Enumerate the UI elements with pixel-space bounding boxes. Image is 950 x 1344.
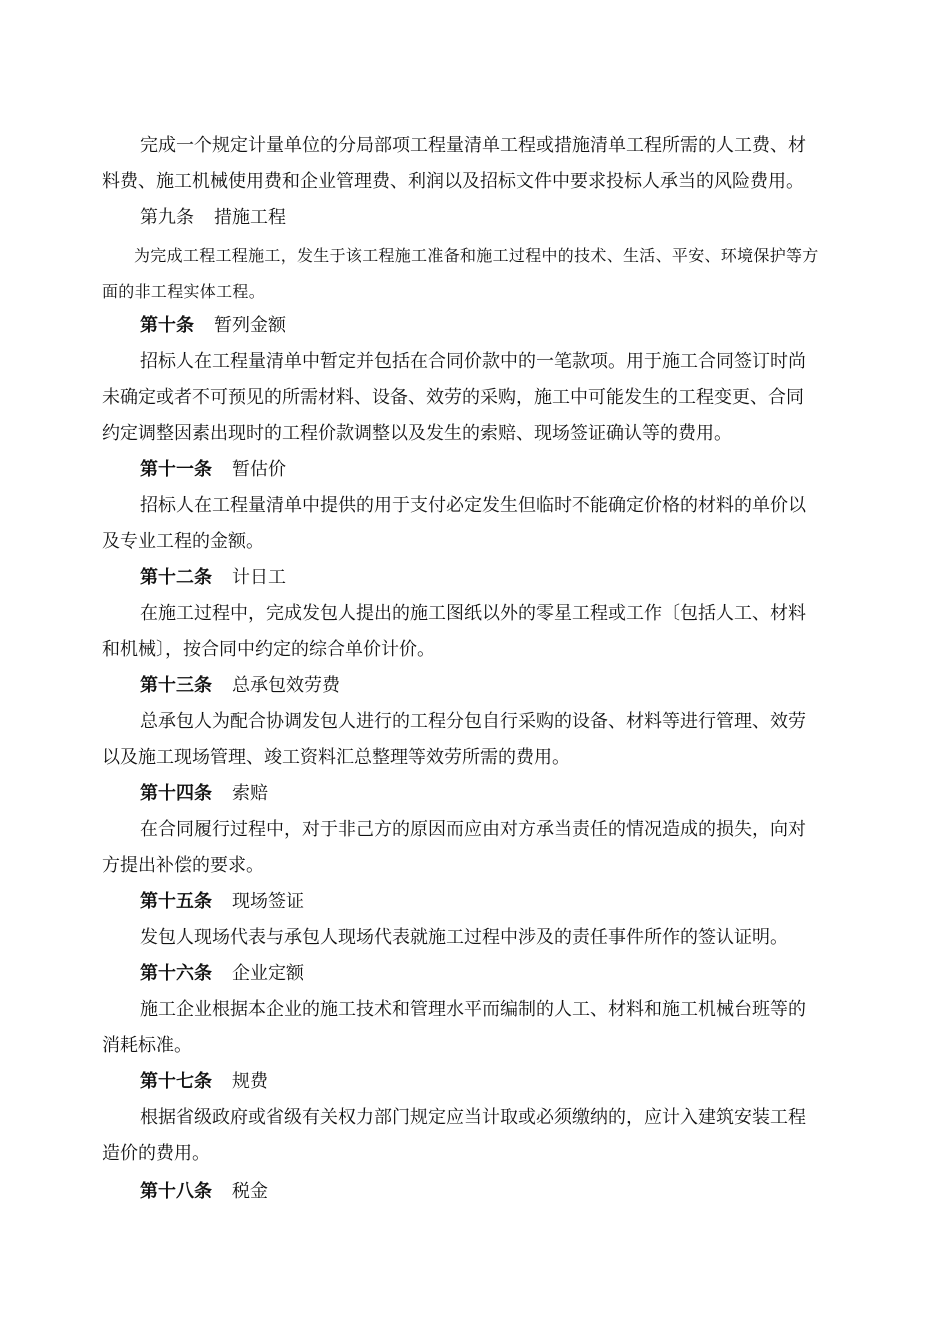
article-heading-10 <box>140 314 890 338</box>
paragraph-line: 造价的费用。 <box>102 1143 210 1164</box>
paragraph-line: 总承包人为配合协调发包人进行的工程分包自行采购的设备、材料等进行管理、效劳 <box>140 711 806 732</box>
article-number: 第十一条 <box>140 459 212 480</box>
paragraph-line: 料费、施工机械使用费和企业管理费、利润以及招标文件中要求投标人承当的风险费用。 <box>102 171 804 192</box>
article-number: 第十八条 <box>140 1181 212 1202</box>
paragraph-line: 根据省级政府或省级有关权力部门规定应当计取或必须缴纳的，应计入建筑安装工程 <box>140 1107 806 1128</box>
paragraph-line: 约定调整因素出现时的工程价款调整以及发生的索赔、现场签证确认等的费用。 <box>102 423 732 444</box>
paragraph-line: 在施工过程中，完成发包人提出的施工图纸以外的零星工程或工作〔包括人工、材料 <box>140 603 806 624</box>
article-title: 企业定额 <box>232 963 304 984</box>
paragraph-line: 方提出补偿的要求。 <box>102 855 264 876</box>
paragraph-line: 及专业工程的金额。 <box>102 531 264 552</box>
article-title: 暂列金额 <box>214 315 286 336</box>
article-number: 第十三条 <box>140 675 212 696</box>
article-title: 税金 <box>232 1181 268 1202</box>
paragraph-line: 以及施工现场管理、竣工资料汇总整理等效劳所需的费用。 <box>102 747 570 768</box>
paragraph-line: 面的非工程实体工程。 <box>102 282 266 301</box>
article-title: 措施工程 <box>214 207 286 228</box>
article-title: 总承包效劳费 <box>232 675 340 696</box>
article-number: 第十二条 <box>140 567 212 588</box>
article-heading-16 <box>140 962 890 986</box>
article-number: 第十六条 <box>140 963 212 984</box>
article-title: 暂估价 <box>232 459 286 480</box>
paragraph-line: 发包人现场代表与承包人现场代表就施工过程中涉及的责任事件所作的签认证明。 <box>140 927 788 948</box>
article-heading-17 <box>140 1070 890 1094</box>
paragraph-line: 消耗标准。 <box>102 1035 192 1056</box>
paragraph-line: 招标人在工程量清单中暂定并包括在合同价款中的一笔款项。用于施工合同签订时尚 <box>140 351 806 372</box>
paragraph-line: 完成一个规定计量单位的分局部项工程量清单工程或措施清单工程所需的人工费、材 <box>140 135 806 156</box>
article-number: 第十四条 <box>140 783 212 804</box>
paragraph-line: 施工企业根据本企业的施工技术和管理水平而编制的人工、材料和施工机械台班等的 <box>140 999 806 1020</box>
article-heading-18 <box>140 1180 890 1204</box>
article-title: 索赔 <box>232 783 268 804</box>
article-heading-9 <box>140 206 890 230</box>
article-heading-14 <box>140 782 890 806</box>
paragraph-line: 和机械〕，按合同中约定的综合单价计价。 <box>102 639 435 660</box>
article-heading-15 <box>140 890 890 914</box>
article-number: 第十条 <box>140 315 194 336</box>
article-number: 第十七条 <box>140 1071 212 1092</box>
article-heading-12 <box>140 566 890 590</box>
paragraph-line: 招标人在工程量清单中提供的用于支付必定发生但临时不能确定价格的材料的单价以 <box>140 495 806 516</box>
article-title: 现场签证 <box>232 891 304 912</box>
article-heading-13 <box>140 674 890 698</box>
paragraph-line: 未确定或者不可预见的所需材料、设备、效劳的采购，施工中可能发生的工程变更、合同 <box>102 387 804 408</box>
article-title: 计日工 <box>232 567 286 588</box>
paragraph-line: 在合同履行过程中，对于非己方的原因而应由对方承当责任的情况造成的损失，向对 <box>140 819 806 840</box>
paragraph-line: 为完成工程工程施工，发生于该工程施工准备和施工过程中的技术、生活、平安、环境保护等方 <box>134 246 819 265</box>
article-number: 第十五条 <box>140 891 212 912</box>
article-heading-11 <box>140 458 890 482</box>
article-number: 第九条 <box>140 207 194 228</box>
article-title: 规费 <box>232 1071 268 1092</box>
